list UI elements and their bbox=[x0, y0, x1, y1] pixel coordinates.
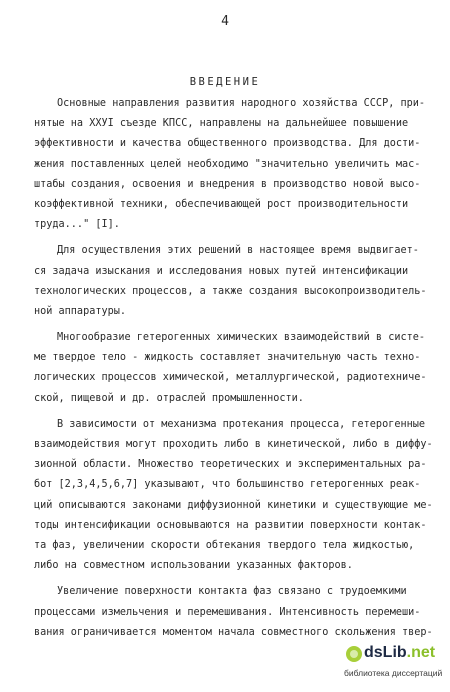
paragraph bbox=[34, 241, 438, 322]
text-line: взаимодействия могут проходить либо в кинетической, либо в диффу- bbox=[34, 439, 433, 450]
section-heading: ВВЕДЕНИЕ bbox=[189, 76, 261, 88]
text-line: ций описываются законами диффузионной кинетики и существующие ме- bbox=[34, 499, 433, 511]
text-line: технологических процессов, а также создания высокопроизводитель- bbox=[34, 285, 427, 297]
text-line: Увеличение поверхности контакта фаз связано с трудоемкими bbox=[57, 586, 407, 598]
text-line: та фаз, увеличении скорости обтекания твердого тела жидкостью, bbox=[34, 539, 415, 551]
text-line: ской, пищевой и др. отраслей промышленности. bbox=[34, 392, 304, 404]
watermark bbox=[344, 644, 443, 684]
text-line: бот [2,3,4,5,6,7] указывают, что большинство гетерогенных реак- bbox=[34, 479, 421, 491]
text-line: логических процессов химической, металлургической, радиотехниче- bbox=[34, 372, 427, 384]
text-line: зионной области. Множество теоретических и экспериментальных ра- bbox=[34, 459, 427, 471]
dslib-logo-icon bbox=[346, 646, 362, 662]
text-line: Основные направления развития народного хозяйства СССР, при- bbox=[57, 98, 426, 109]
text-line: тоды интенсификации основываются на развитии поверхности контак- bbox=[34, 519, 427, 531]
paragraph bbox=[34, 94, 438, 235]
text-line: эффективности и качества общественного производства. Для дости- bbox=[34, 138, 421, 150]
text-line: ме твердое тело - жидкость составляет значительную часть техно- bbox=[34, 352, 421, 364]
text-line: либо на совместном использовании указанных факторов. bbox=[34, 560, 353, 572]
text-line: штабы создания, освоения и внедрения в производство новой высо- bbox=[34, 178, 421, 190]
body-text bbox=[34, 94, 438, 643]
paragraph bbox=[34, 415, 438, 577]
text-line: жения поставленных целей необходимо "значительно увеличить мас- bbox=[34, 158, 421, 170]
text-line: ся задача изыскания и исследования новых путей интенсификации bbox=[34, 265, 409, 277]
paragraph bbox=[34, 328, 438, 409]
text-line: Для осуществления этих решений в настоящее время выдвигает- bbox=[57, 245, 419, 257]
watermark-caption: библиотека диссертаций bbox=[344, 668, 443, 678]
watermark-logo: dsLib.net bbox=[364, 644, 436, 661]
text-line: В зависимости от механизма протекания процесса, гетерогенные bbox=[57, 418, 426, 430]
text-line: нятые на ХХУI съезде КПСС, направлены на дальнейшее повышение bbox=[34, 118, 409, 130]
page-number: 4 bbox=[221, 14, 229, 29]
text-line: труда..." [I]. bbox=[34, 219, 120, 231]
text-line: ной аппаратуры. bbox=[34, 305, 127, 317]
text-line: процессами измельчения и перемешивания. Интенсивность перемеши- bbox=[34, 606, 421, 618]
paragraph bbox=[34, 582, 438, 643]
text-line: коэффективной техники, обеспечивающей рост производительности bbox=[34, 198, 409, 210]
text-line: Многообразие гетерогенных химических взаимодействий в систе- bbox=[57, 332, 426, 344]
text-line: вания ограничивается моментом начала совместного скольжения твер- bbox=[34, 626, 433, 638]
